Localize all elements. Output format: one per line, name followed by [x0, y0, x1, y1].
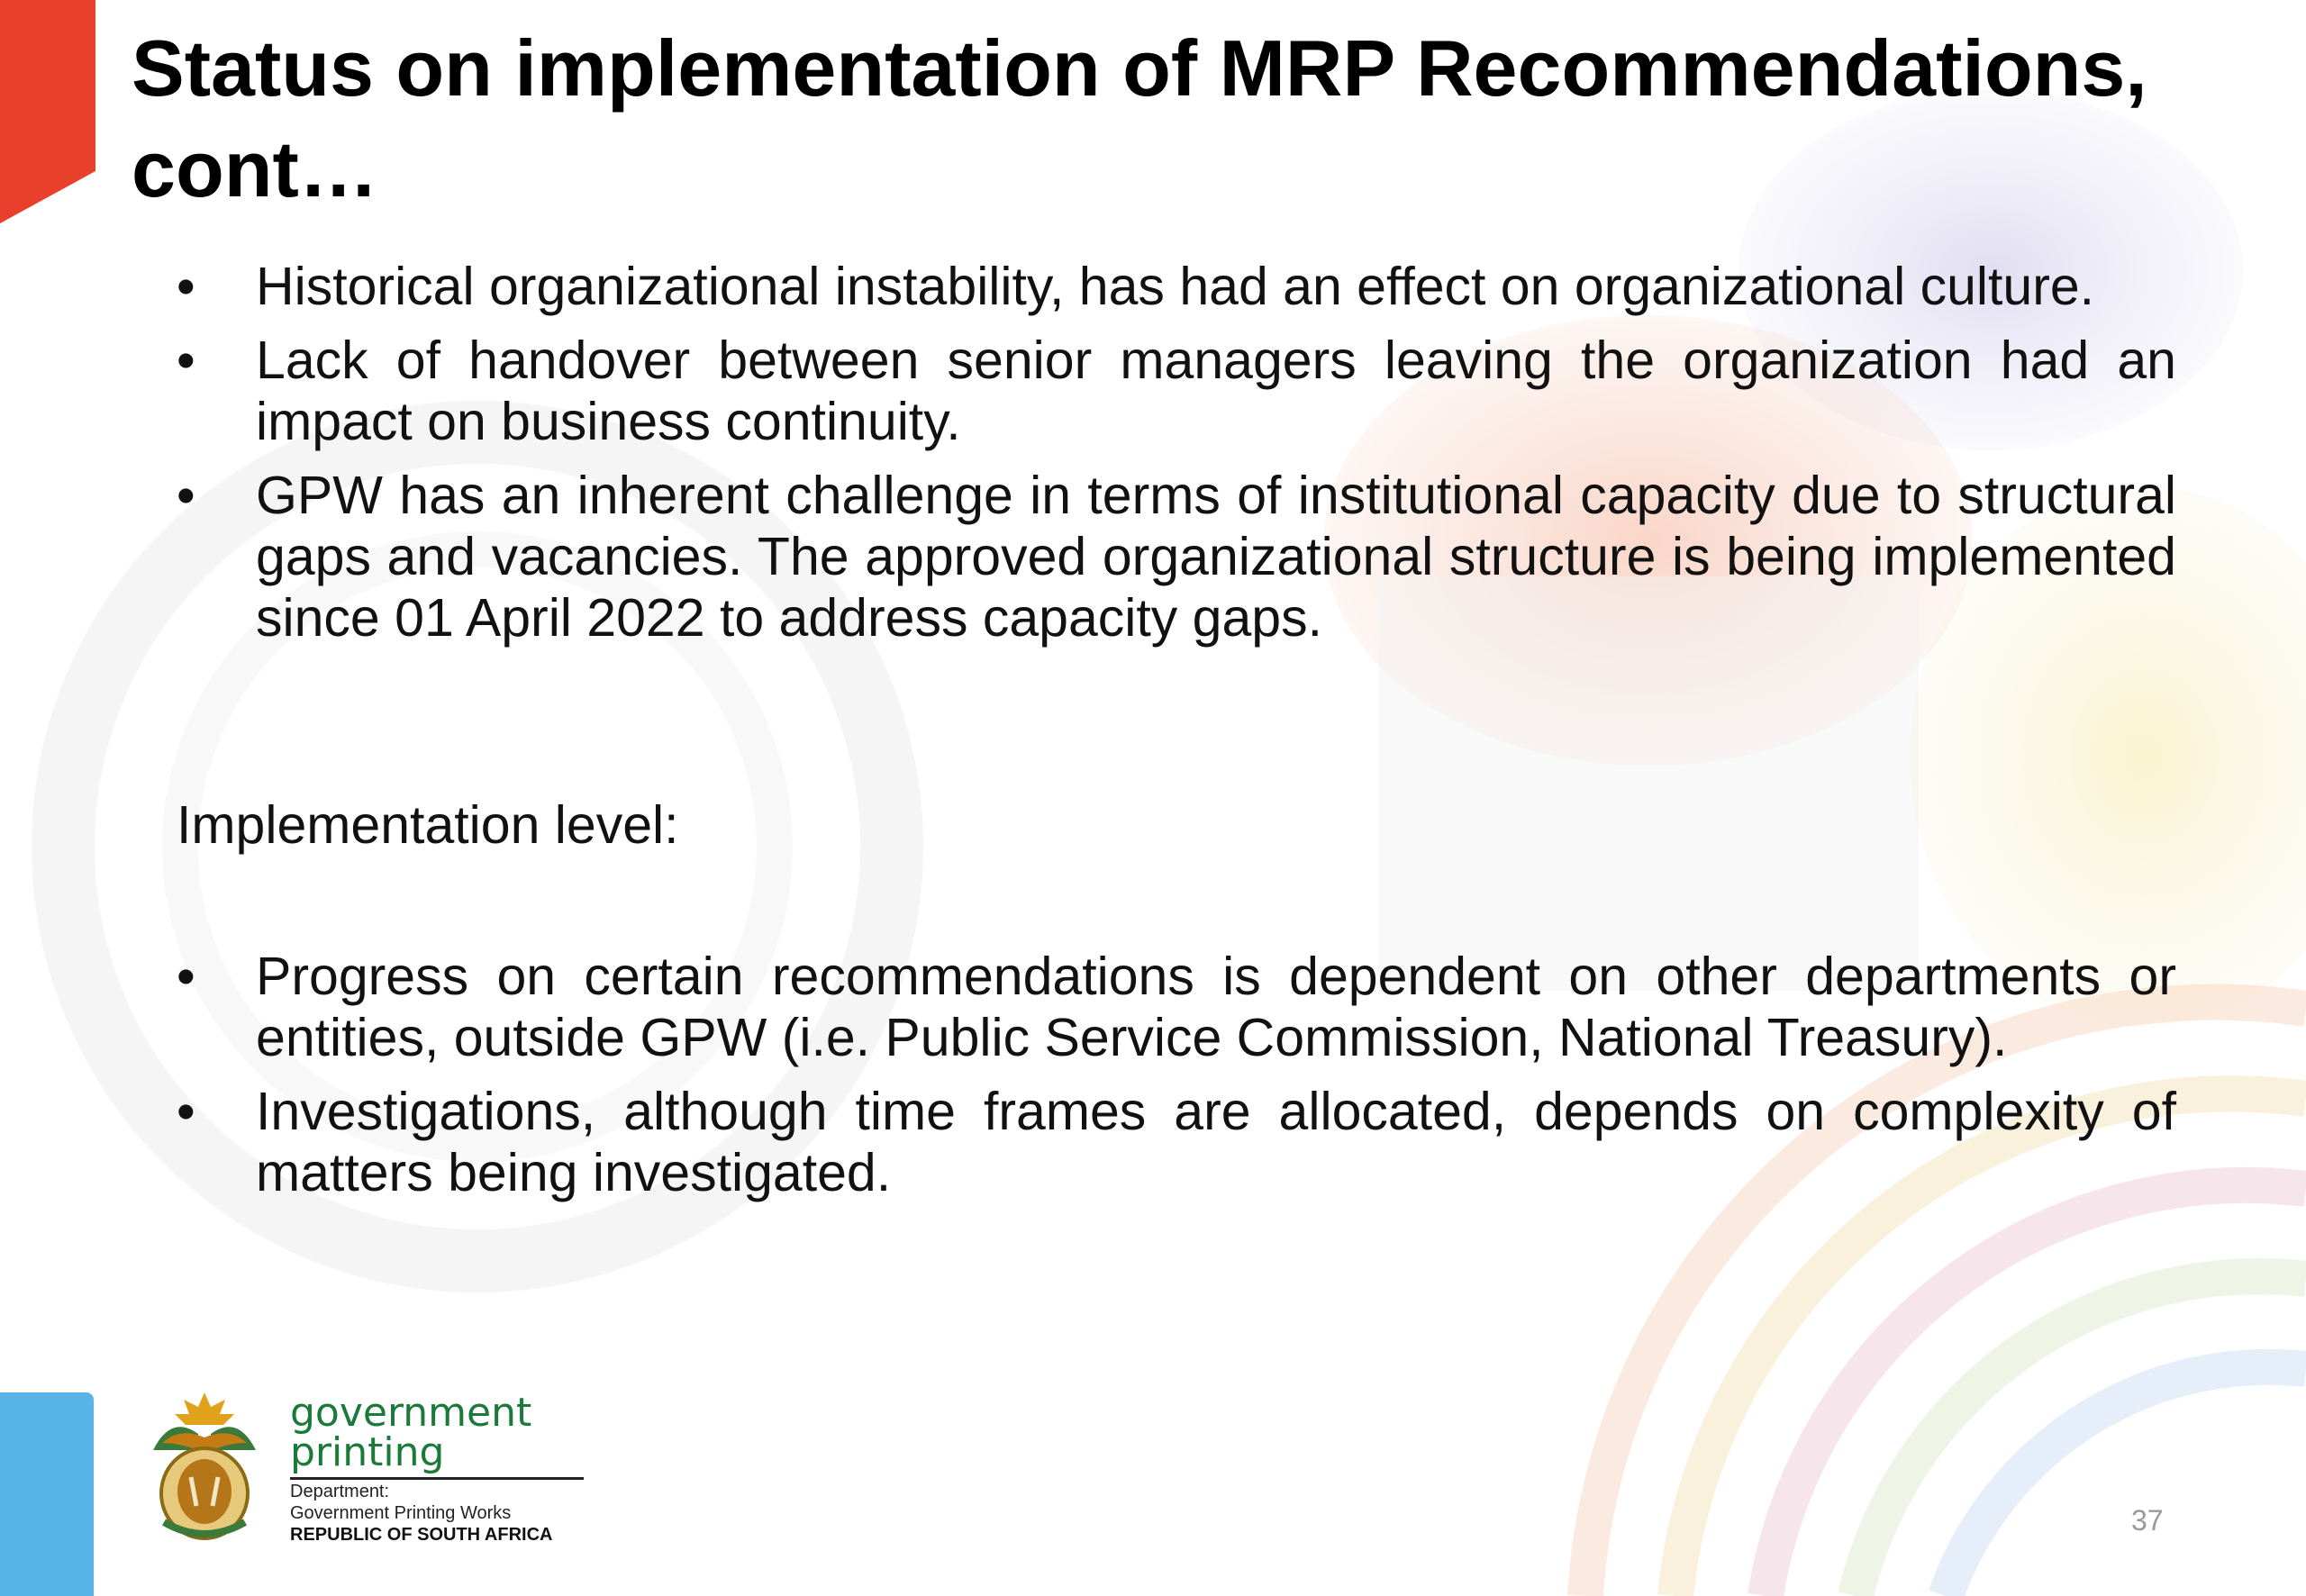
logo-country: REPUBLIC OF SOUTH AFRICA [290, 1525, 553, 1545]
list-item [177, 946, 2176, 1068]
logo-wordmark-printing: printing [290, 1429, 445, 1475]
slide-title: Status on implementation of MRP Recommendations, cont… [132, 23, 2147, 213]
bullet-icon: • [177, 947, 195, 1006]
coat-of-arms-icon [144, 1387, 265, 1546]
logo-department-name: Government Printing Works [290, 1503, 512, 1523]
list-item-text: Progress on certain recommendations is dependent on other departments or entities, outside GPW (i.e. Public Service Commission, National Treasury). [256, 947, 2176, 1067]
blue-accent-tab [0, 1392, 94, 1596]
bullet-icon: • [177, 331, 195, 390]
implementation-list [177, 946, 2176, 1216]
challenges-list [177, 256, 2176, 661]
list-item-text: GPW has an inherent challenge in terms of institutional capacity due to structural gaps and vacancies. The approved organizational structure is being implemented since 01 April 2022 to address capacity gaps. [256, 466, 2176, 648]
list-item [177, 1081, 2176, 1203]
logo-department-label: Department: [290, 1482, 390, 1501]
list-item [177, 465, 2176, 648]
bullet-icon: • [177, 1082, 195, 1141]
logo-wordmark-government: government [290, 1390, 532, 1436]
list-item [177, 330, 2176, 452]
gpw-logo [144, 1387, 595, 1549]
list-item-text: Investigations, although time frames are allocated, depends on complexity of matters being investigated. [256, 1082, 2176, 1202]
bullet-icon: • [177, 466, 195, 525]
bullet-icon: • [177, 257, 195, 316]
page-number: 37 [2131, 1504, 2164, 1537]
logo-divider [290, 1477, 584, 1480]
list-item-text: Historical organizational instability, has had an effect on organizational culture. [256, 257, 2095, 316]
list-item [177, 256, 2176, 317]
implementation-level-heading: Implementation level: [177, 795, 679, 855]
list-item-text: Lack of handover between senior managers leaving the organization had an impact on business continuity. [256, 331, 2176, 451]
